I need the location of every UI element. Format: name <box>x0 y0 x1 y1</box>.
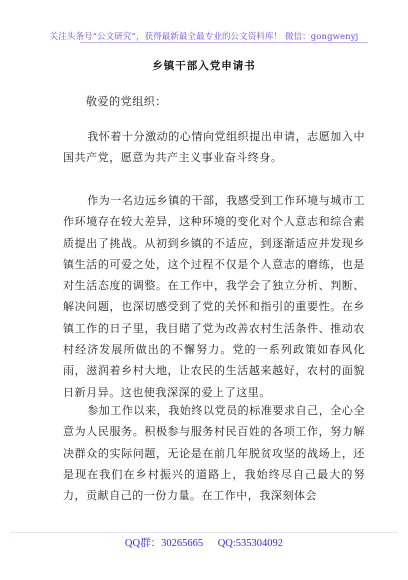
footer-divider <box>10 532 398 533</box>
document-title: 乡镇干部入党申请书 <box>152 60 256 72</box>
paragraph-text: 我怀着十分激动的心情向党组织提出申请，志愿加入中国共产党，愿意为共产主义事业奋斗终身。 <box>63 130 365 165</box>
header-banner: 关注头条号“公文研究”，获得最新最全最专业的公文资料库！ 微信：gongwenyj <box>49 32 359 42</box>
paragraph-text: 参加工作以来，我始终以党员的标准要求自己，全心全意为人民服务。积极参与服务村民百姓的各项工作，努力解决群众的实际问题，无论是在前几年脱贫攻坚的战场上，还是现在我们在乡村振兴的道路上，我始终尽自己最大的努力，贡献自己的一份力量。在工作中，我深刻体会 <box>63 404 365 503</box>
paragraph-1 <box>63 126 365 169</box>
footer <box>0 535 408 550</box>
footer-qq-number: QQ:535304092 <box>217 538 284 549</box>
greeting: 敬爱的党组织： <box>86 95 167 108</box>
paragraph-text: 作为一名边远乡镇的干部，我感受到工作环境与城市工作环境存在较大差异，这种环境的变化对个人意志和综合素质提出了挑战。从初到乡镇的不适应，到逐渐适应并发现乡镇生活的可爱之处，这个过程不仅是个人意志的磨练，也是对生活态度的调整。在工作中，我学会了独立分析、判断、解决问题，也深切感受到了党的关怀和指引的重要性。在乡镇工作的日子里，我目睹了党为改善农村生活条件、推动农村经济发展所做出的不懈努力。党的一系列政策如春风化雨，滋润着乡村大地，让农民的生活越来越好，农村的面貌日新月异。这也使我深深的爱上了这里。 <box>63 194 365 399</box>
footer-qq-group: QQ群：30265665 <box>124 538 204 549</box>
paragraph-3 <box>63 400 365 506</box>
header-divider <box>80 42 368 43</box>
paragraph-2 <box>63 190 365 403</box>
